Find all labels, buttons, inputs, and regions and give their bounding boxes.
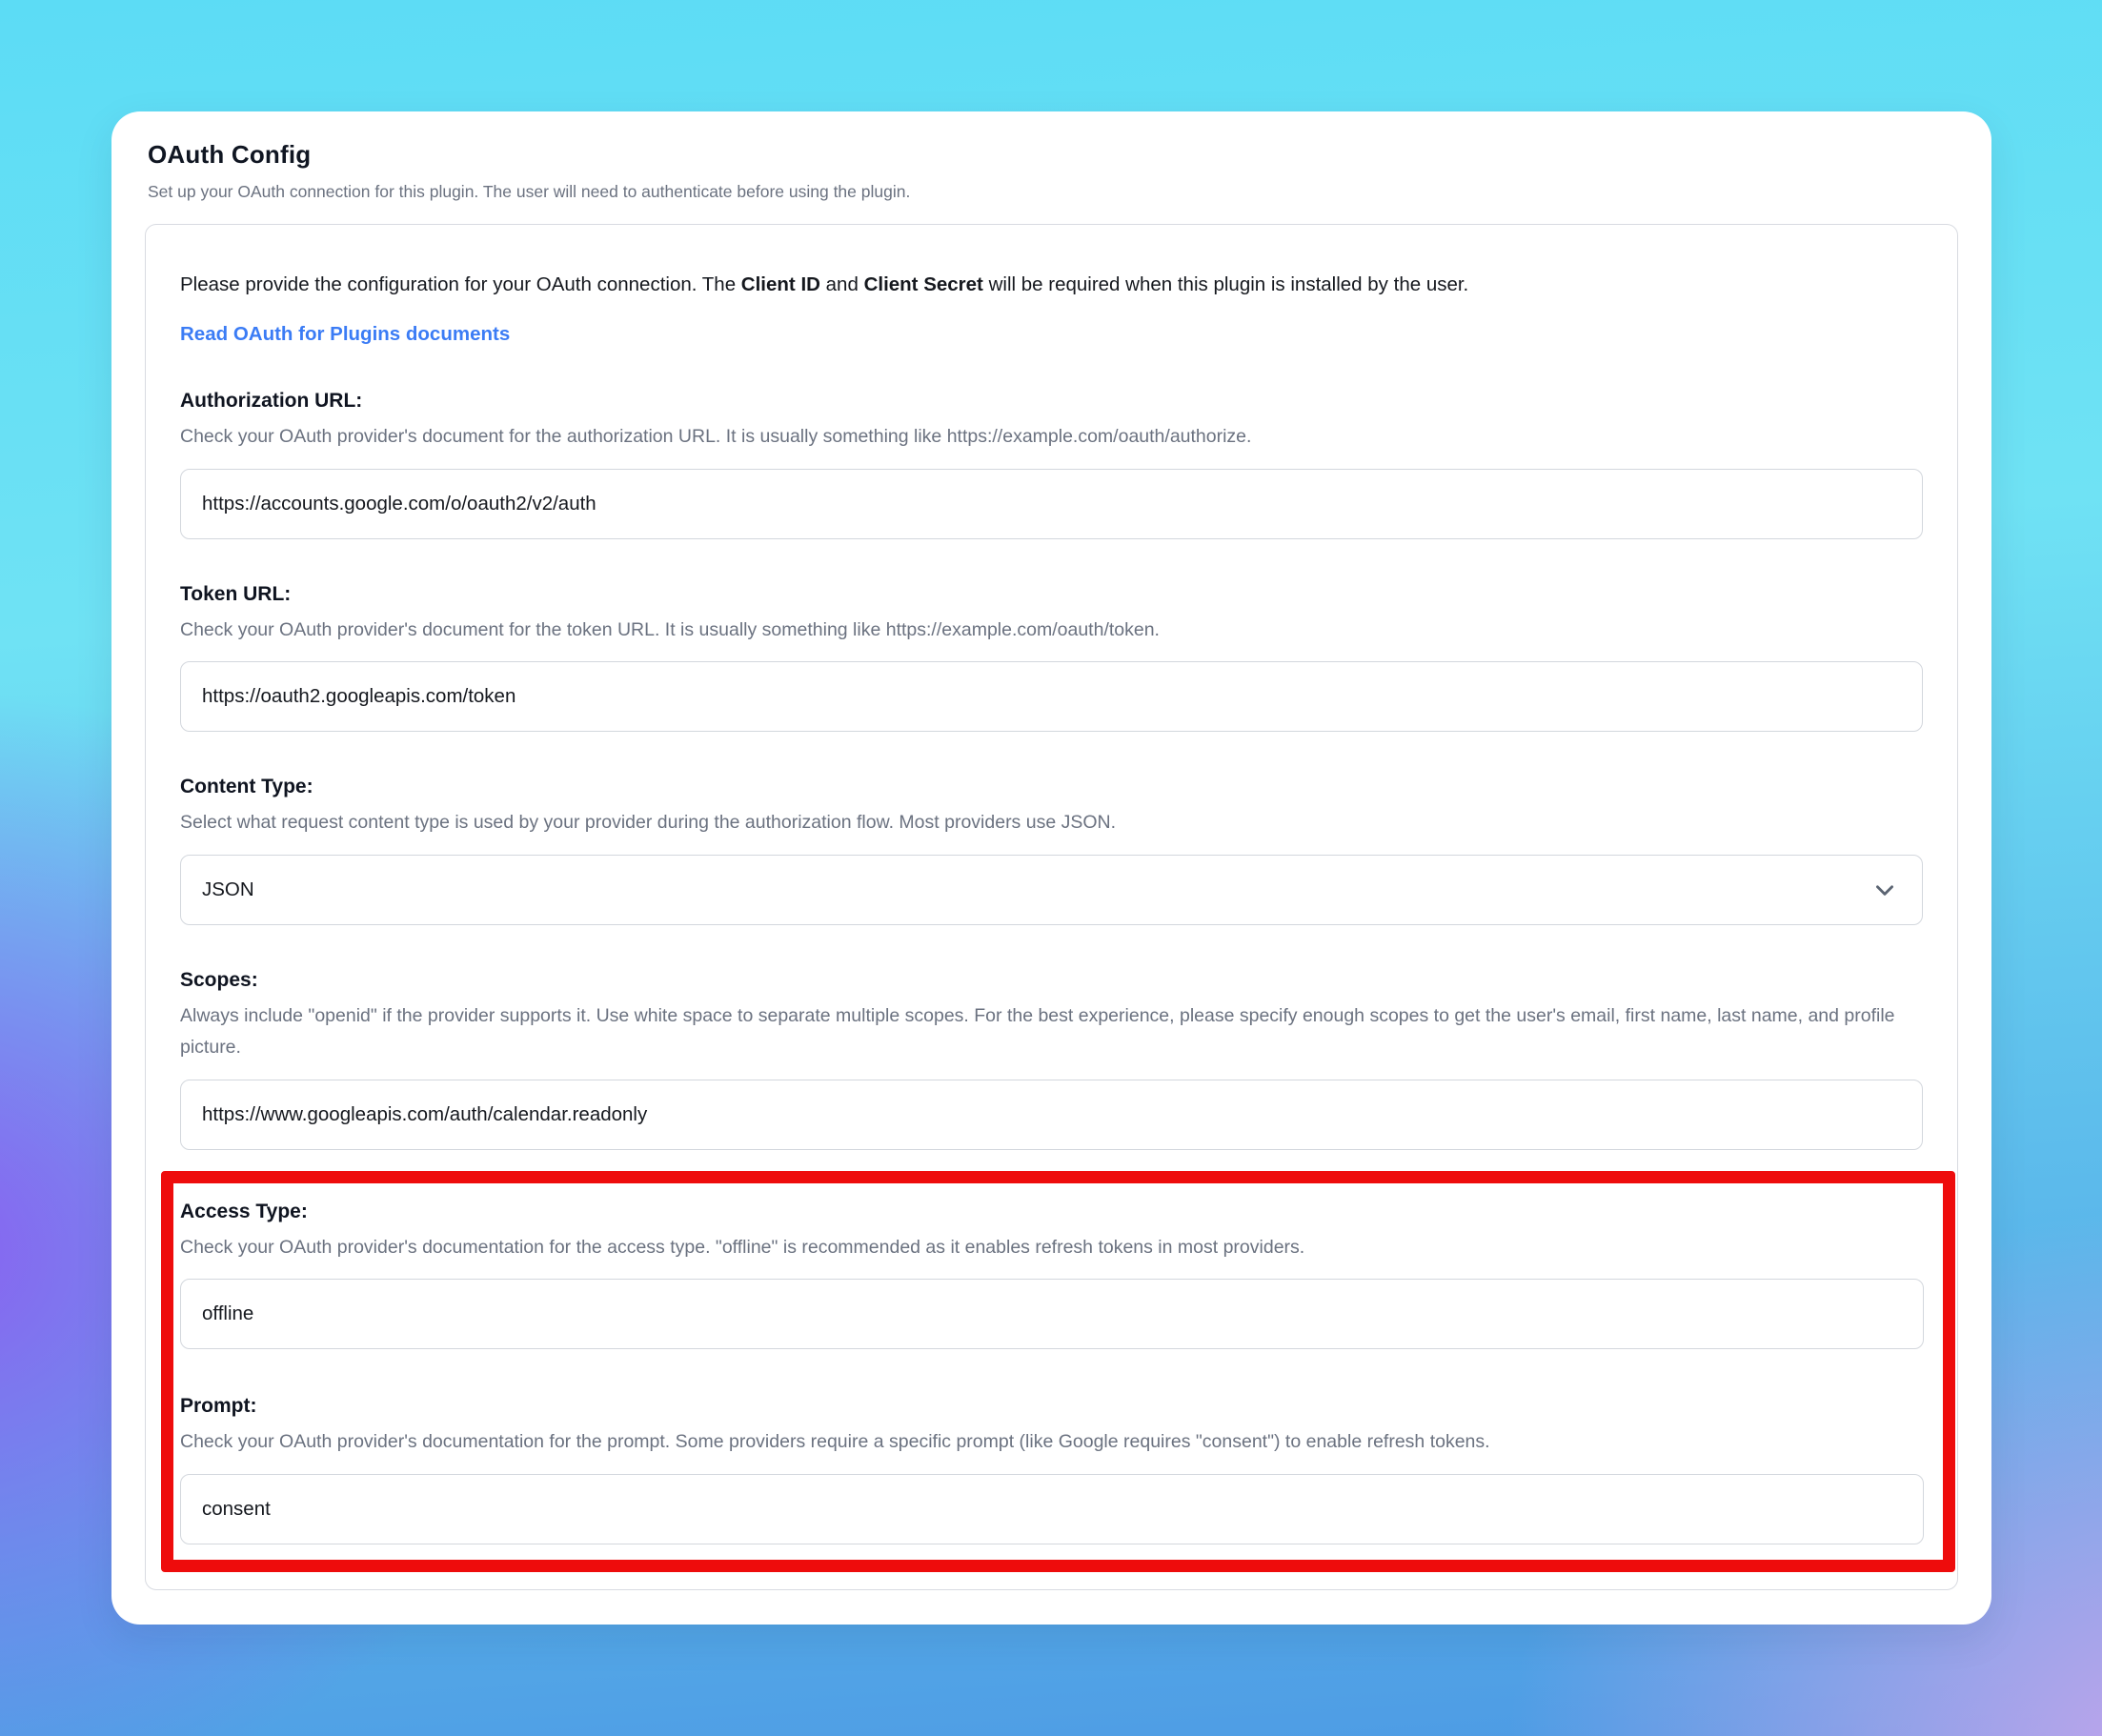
intro-client-id: Client ID bbox=[740, 273, 820, 295]
authorization-url-section bbox=[180, 390, 1923, 539]
authorization-url-label: Authorization URL: bbox=[180, 389, 363, 412]
scopes-help: Always include "openid" if the provider supports it. Use white space to separate multiple scopes. For the best experience, please specify enough scopes to get the user's email, first name, last name, and profile picture. bbox=[180, 1005, 1895, 1058]
access-type-section bbox=[180, 1201, 1924, 1350]
content-type-select[interactable] bbox=[180, 855, 1923, 925]
intro-text-and: and bbox=[819, 273, 864, 295]
access-type-help: Check your OAuth provider's documentation for the access type. "offline" is recommended as it enables refresh tokens in most providers. bbox=[180, 1236, 1305, 1258]
intro-text-after: will be required when this plugin is installed by the user. bbox=[982, 273, 1469, 295]
scopes-label: Scopes: bbox=[180, 969, 258, 992]
prompt-section bbox=[180, 1395, 1924, 1544]
prompt-label: Prompt: bbox=[180, 1395, 257, 1418]
content-type-selected-value: JSON bbox=[202, 878, 254, 901]
oauth-config-card bbox=[111, 111, 1991, 1625]
read-oauth-docs-link[interactable]: Read OAuth for Plugins documents bbox=[180, 322, 511, 345]
prompt-help: Check your OAuth provider's documentation for the prompt. Some providers require a specific prompt (like Google requires "consent") to enable refresh tokens. bbox=[180, 1431, 1490, 1453]
intro-client-secret: Client Secret bbox=[863, 273, 983, 295]
content-type-label: Content Type: bbox=[180, 776, 313, 798]
scopes-section bbox=[180, 969, 1923, 1150]
highlight-box bbox=[161, 1171, 1955, 1573]
token-url-label: Token URL: bbox=[180, 582, 292, 605]
access-type-input[interactable] bbox=[180, 1279, 1924, 1349]
page-title: OAuth Config bbox=[148, 140, 312, 169]
scopes-input[interactable] bbox=[180, 1080, 1923, 1150]
token-url-section bbox=[180, 583, 1923, 733]
chevron-down-icon bbox=[1872, 878, 1897, 902]
intro-text-before: Please provide the configuration for your OAuth connection. The bbox=[180, 273, 741, 295]
content-type-help: Select what request content type is used by your provider during the authorization flow. Most providers use JSON. bbox=[180, 812, 1117, 834]
oauth-config-panel bbox=[145, 224, 1958, 1590]
authorization-url-help: Check your OAuth provider's document for the authorization URL. It is usually something like https://example.com/oauth/authorize. bbox=[180, 425, 1252, 447]
authorization-url-input[interactable] bbox=[180, 469, 1923, 539]
access-type-label: Access Type: bbox=[180, 1200, 308, 1222]
intro-paragraph bbox=[180, 267, 1923, 304]
token-url-help: Check your OAuth provider's document for the token URL. It is usually something like https://example.com/oauth/token. bbox=[180, 618, 1160, 640]
page-subtitle: Set up your OAuth connection for this plugin. The user will need to authenticate before using the plugin. bbox=[148, 182, 911, 201]
token-url-input[interactable] bbox=[180, 661, 1923, 732]
content-type-section bbox=[180, 776, 1923, 925]
prompt-input[interactable] bbox=[180, 1474, 1924, 1544]
